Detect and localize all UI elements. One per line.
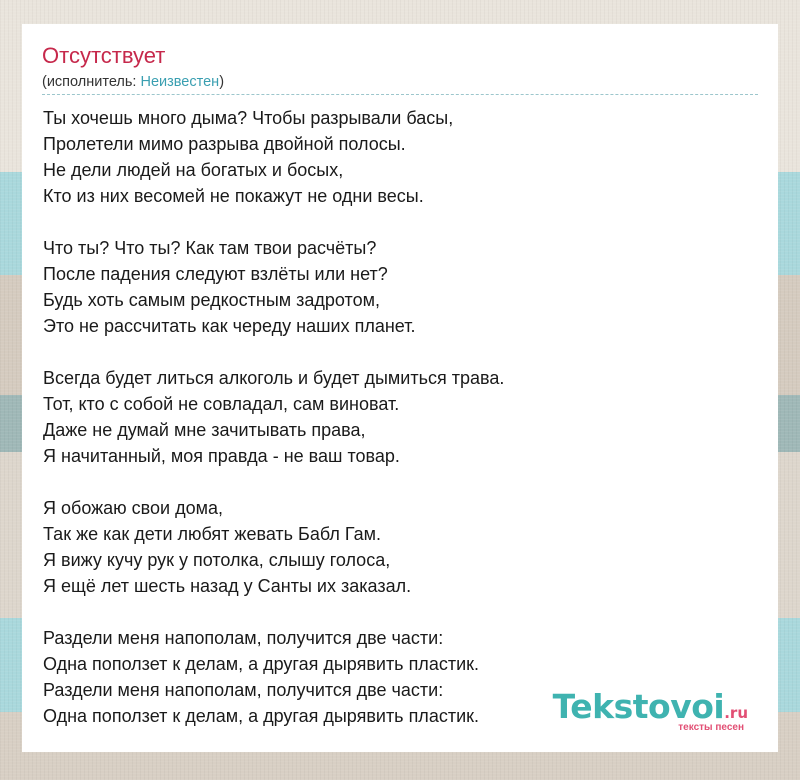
lyric-line: Не дели людей на богатых и босых, [43,160,344,180]
lyric-line: Я ещё лет шесть назад у Санты их заказал. [43,576,412,596]
header-divider [42,94,758,95]
lyric-line: Одна поползет к делам, а другая дырявить пластик. [43,654,479,674]
stanza-break [43,339,763,365]
lyric-line: Тот, кто с собой не совладал, сам виноват. [43,394,400,414]
lyric-line: Кто из них весомей не покажут не одни весы. [43,186,424,206]
song-title: Отсутствует [42,43,166,68]
lyric-line: Даже не думай мне зачитывать права, [43,420,366,440]
lyric-line: Пролетели мимо разрыва двойной полосы. [43,134,406,154]
site-logo[interactable] [552,687,748,733]
logo-name: Tekstovoi [552,687,725,726]
logo-tld: .ru [724,704,748,722]
lyric-line: Это не рассчитать как череду наших планет. [43,316,416,336]
performer-link[interactable]: Неизвестен [140,74,220,90]
lyric-line: Я начитанный, моя правда - не ваш товар. [43,446,400,466]
lyric-line: Ты хочешь много дыма? Чтобы разрывали басы, [43,108,454,128]
performer-prefix: (исполнитель: [42,74,141,90]
lyric-line: Я вижу кучу рук у потолка, слышу голоса, [43,550,391,570]
lyric-line: Раздели меня напополам, получится две части: [43,628,444,648]
lyrics-card [22,24,778,752]
lyrics-text [43,105,763,729]
stanza-break [43,469,763,495]
lyric-line: Раздели меня напополам, получится две части: [43,680,444,700]
lyric-line: Что ты? Что ты? Как там твои расчёты? [43,238,377,258]
lyric-line: Я обожаю свои дома, [43,498,224,518]
performer-line [42,73,224,91]
lyric-line: После падения следуют взлёты или нет? [43,264,388,284]
logo-tagline: тексты песен [678,722,744,733]
lyric-line: Так же как дети любят жевать Бабл Гам. [43,524,382,544]
lyric-line: Будь хоть самым редкостным задротом, [43,290,380,310]
lyric-line: Одна поползет к делам, а другая дырявить пластик. [43,706,479,726]
stanza-break [43,599,763,625]
stanza-break [43,209,763,235]
lyric-line: Всегда будет литься алкоголь и будет дымиться трава. [43,368,505,388]
performer-suffix: ) [219,74,225,90]
